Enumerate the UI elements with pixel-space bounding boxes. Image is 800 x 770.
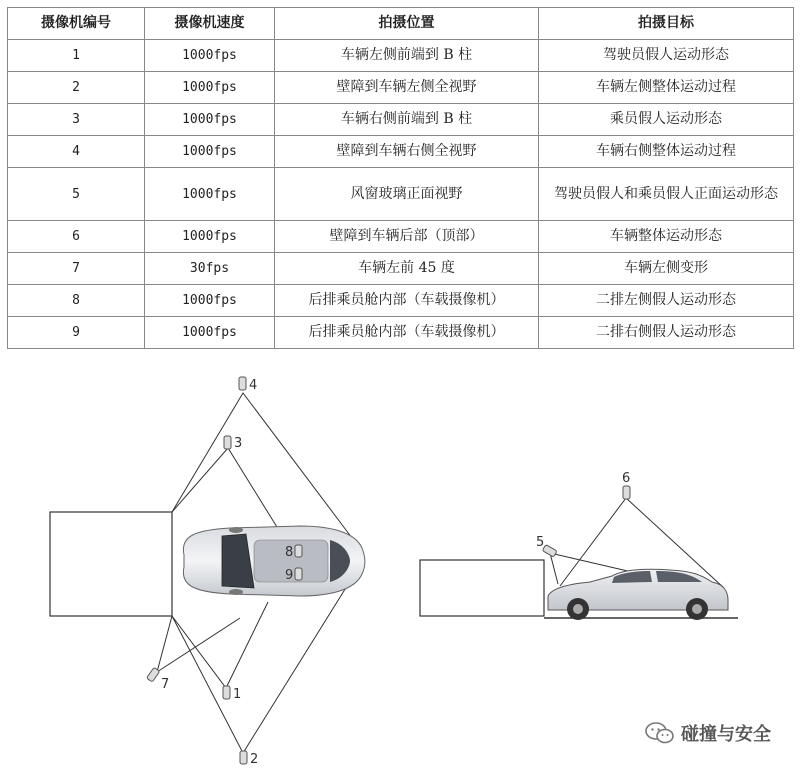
car-side-view [548,569,728,620]
camera-label-9: 9 [285,568,294,583]
target-cell: 车辆左侧变形 [539,253,794,285]
camera-label-6: 6 [622,471,631,486]
camera-layout-diagram [0,370,800,770]
position-cell: 车辆左侧前端到 B 柱 [275,40,539,72]
camera-9-icon [295,568,302,580]
camera-speed-cell: 1000fps [145,40,275,72]
camera-id-cell: 3 [8,104,145,136]
target-cell: 车辆左侧整体运动过程 [539,72,794,104]
camera-id-cell: 5 [8,168,145,221]
camera-speed-cell: 1000fps [145,104,275,136]
top-view [50,377,365,767]
target-cell: 车辆右侧整体运动过程 [539,136,794,168]
camera-id-cell: 6 [8,221,145,253]
position-cell: 壁障到车辆右侧全视野 [275,136,539,168]
camera-label-7: 7 [161,677,170,692]
car-top-view [183,526,365,596]
camera-id-cell: 1 [8,40,145,72]
camera-speed-cell: 30fps [145,253,275,285]
camera-speed-cell: 1000fps [145,168,275,221]
position-cell: 壁障到车辆左侧全视野 [275,72,539,104]
camera-2-icon [240,751,247,764]
watermark-text: 碰撞与安全 [681,724,771,745]
side-view [420,471,738,620]
camera-speed-cell: 1000fps [145,221,275,253]
header-camera-id: 摄像机编号 [8,8,145,40]
camera-5-icon [542,545,557,558]
camera-label-4: 4 [249,378,258,393]
header-shooting-position: 拍摄位置 [275,8,539,40]
camera-speed-cell: 1000fps [145,285,275,317]
target-cell: 驾驶员假人和乘员假人正面运动形态 [539,168,794,221]
barrier-side-view [420,560,544,616]
camera-3-icon [224,436,231,449]
wechat-icon [645,722,675,744]
position-cell: 车辆左前 45 度 [275,253,539,285]
camera-8-icon [295,545,302,557]
camera-label-3: 3 [234,436,243,451]
position-cell: 后排乘员舱内部（车载摄像机） [275,285,539,317]
camera-speed-cell: 1000fps [145,317,275,349]
barrier-top-view [50,512,172,616]
header-shooting-target: 拍摄目标 [539,8,794,40]
position-cell: 壁障到车辆后部（顶部） [275,221,539,253]
position-cell: 车辆右侧前端到 B 柱 [275,104,539,136]
table-row [8,317,794,349]
table-header-row [8,8,794,40]
table-row [8,168,794,221]
table-row [8,253,794,285]
table-row [8,104,794,136]
camera-id-cell: 2 [8,72,145,104]
camera-label-8: 8 [285,545,294,560]
table-row [8,72,794,104]
camera-label-5: 5 [536,535,545,550]
camera-label-2: 2 [250,752,259,767]
target-cell: 驾驶员假人运动形态 [539,40,794,72]
position-cell: 后排乘员舱内部（车载摄像机） [275,317,539,349]
camera-1-icon [223,686,230,699]
header-camera-speed: 摄像机速度 [145,8,275,40]
camera-spec-table [7,7,794,349]
target-cell: 车辆整体运动形态 [539,221,794,253]
camera-id-cell: 7 [8,253,145,285]
camera-label-1: 1 [233,687,242,702]
camera-speed-cell: 1000fps [145,136,275,168]
camera-6-icon [623,486,630,499]
camera-4-icon [239,377,246,390]
camera-id-cell: 4 [8,136,145,168]
table-row [8,221,794,253]
camera-7-icon [147,667,160,682]
table-row [8,285,794,317]
target-cell: 二排右侧假人运动形态 [539,317,794,349]
target-cell: 乘员假人运动形态 [539,104,794,136]
target-cell: 二排左侧假人运动形态 [539,285,794,317]
camera-id-cell: 8 [8,285,145,317]
camera-id-cell: 9 [8,317,145,349]
table-row [8,40,794,72]
table-row [8,136,794,168]
watermark [645,720,771,746]
camera-speed-cell: 1000fps [145,72,275,104]
position-cell: 风窗玻璃正面视野 [275,168,539,221]
